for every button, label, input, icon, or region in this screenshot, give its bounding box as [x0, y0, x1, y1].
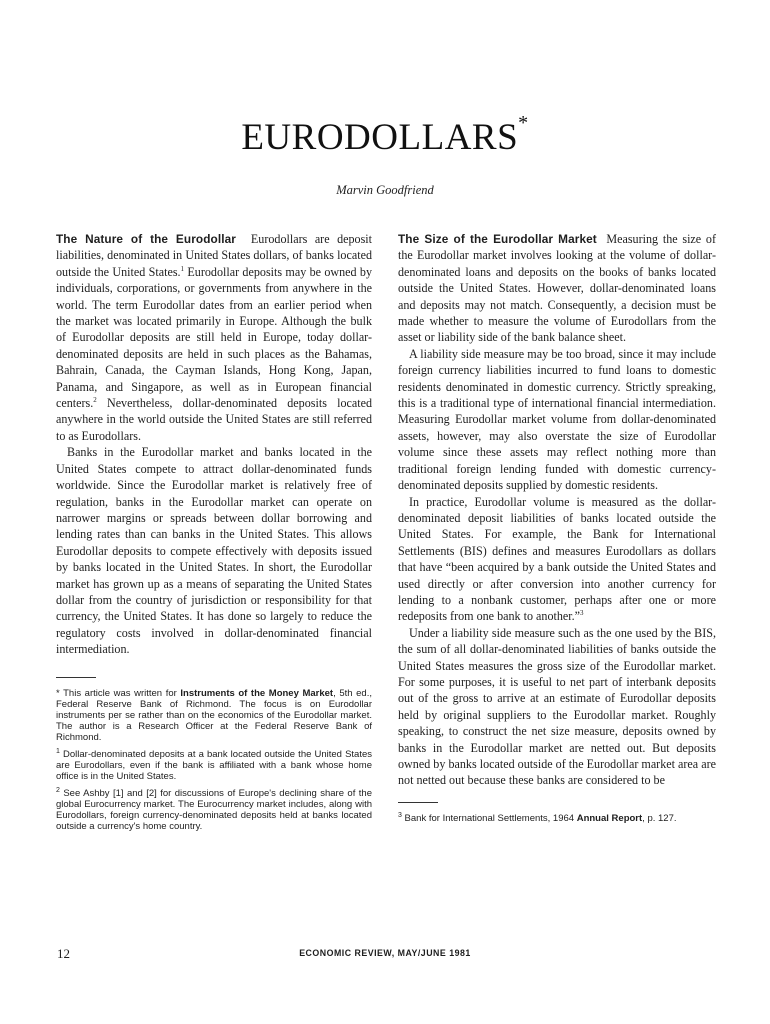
nature-text-b: Eurodollar deposits may be owned by individuals, corporations, or governments from anywhere in the world. The term Eurodollar dates from an earlier period when the market was located primarily in Europe. Although the bulk of Eurodollar deposits are still held in Europe, today dollar-denominated deposits are held in such places as the Bahamas, Bahrain, Canada, the Cayman Islands, Hong Kong, Japan, Panama, and Singapore, as well as in European financial centers. [56, 264, 372, 411]
footnote-star-text-a: * This article was written for [56, 687, 181, 699]
page-number: 12 [57, 946, 70, 961]
footnote-star-book-title: Instruments of the Money Market [180, 687, 334, 699]
right-column [398, 231, 716, 830]
nature-text-c: Nevertheless, dollar-denominated deposits located anywhere in the world outside the United States are still referred to as Eurodollars. [56, 396, 372, 443]
section-heading-size: The Size of the Eurodollar Market [398, 232, 597, 246]
size-paragraph-2: A liability side measure may be too broad, since it may include foreign currency liabilities incurred to fund loans to domestic residents denominated in domestic currency. Strictly spreaking, this is a traditional type of international financial intermediation. Measuring Eurodollar market volume from dollar-denominated assets, however, may also overstate the size of Eurodollar volume since these assets may reflect nothing more than traditional foreign lending funded with domestic currency-denominated deposits supplied by domestic residents. [398, 346, 716, 493]
footnote-ref-1: 1 [180, 264, 185, 273]
footnote-3 [398, 813, 716, 824]
footnote-1 [56, 749, 372, 782]
article-title [0, 112, 770, 159]
left-column [56, 231, 372, 838]
nature-paragraph-2: Banks in the Eurodollar market and banks located in the United States compete to attract dollar-denominated funds worldwide. Since the Eurodollar market is relatively free of regulation, banks in the Eurodollar market can operate on narrower margins or spreads between dollar borrowing and lending rates than can banks in the United States. This allows Eurodollar deposits to compete effectively with deposits issued by banks located in the United States. In short, the Eurodollar market has grown up as a means of separating the United States dollar from the country of jurisdiction or responsibility for that currency, the United States. It has done so largely to reduce the regulatory costs involved in dollar-denominated financial intermediation. [56, 445, 372, 657]
size-text-3: In practice, Eurodollar volume is measured as the dollar-denominated deposit liabilities of banks located outside the United States. For example, the Bank for International Settlements (BIS) defines and measures Eurodollars as dollars that have “been acquired by a bank outside the United States and used directly or after conversion into another currency for lending to a nonbank customer, perhaps after one or more redeposits from one bank to another.” [398, 494, 716, 624]
size-text-1: Measuring the size of the Eurodollar market involves looking at the volume of dollar-denominated loans and deposits on the books of banks located outside the United States. However, dollar-denominated loans and deposits may not match. Consequently, a decision must be made whether to measure the volume of Eurodollars from the asset or liability side of the bank balance sheet. [398, 232, 717, 345]
footnote-3-text-b: , p. 127. [642, 812, 677, 824]
journal-footer: ECONOMIC REVIEW, MAY/JUNE 1981 [299, 948, 471, 958]
footnote-3-mark: 3 [398, 811, 402, 819]
author-byline: Marvin Goodfriend [336, 183, 434, 197]
footnote-ref-2: 2 [93, 396, 97, 405]
footnote-ref-3: 3 [580, 609, 584, 618]
section-heading-nature: The Nature of the Eurodollar [56, 232, 236, 246]
footnote-divider [56, 677, 96, 678]
size-paragraph-3 [398, 494, 716, 625]
footnote-1-text: Dollar-denominated deposits at a bank located outside the United States are Eurodollars, even if the bank is affiliated with a bank whose home office is in the United States. [56, 748, 372, 782]
footnote-3-text-a: Bank for International Settlements, 1964 [401, 812, 577, 824]
footnote-2-text: See Ashby [1] and [2] for discussions of Europe's declining share of the global Eurocurrency market. The Eurocurrency market includes, along with Eurodollars, foreign currency-denominated deposits held at banks located outside a currency's home country. [56, 787, 372, 832]
footnote-1-mark: 1 [56, 747, 60, 755]
footnote-divider-right [398, 802, 438, 803]
footnote-star-text-b: , 5th ed., Federal Reserve Bank of Richmond. The focus is on Eurodollar instruments per se rather than on the economics of the Eurodollar market. The author is a Research Officer at the Federal Reserve Bank of Richmond. [56, 687, 372, 743]
size-paragraph-4: Under a liability side measure such as the one used by the BIS, the sum of all dollar-denominated liabilities of banks outside the United States measures the gross size of the Eurodollar market. For some purposes, it is useful to net part of interbank deposits out of the gross to arrive at an estimate of Eurodollar deposits held by original suppliers to the Eurodollar market. Roughly speaking, to construct the net size measure, deposits owned by banks in the Eurodollar market are netted out. But deposits owned by banks located outside of the Eurodollar market area are not netted out because these banks are considered to be [398, 625, 716, 788]
nature-text-a: Eurodollars are deposit liabilities, denominated in United States dollars, of banks located outside the United States. [56, 232, 373, 279]
title-footnote-mark: * [518, 112, 529, 134]
nature-paragraph-1 [56, 231, 372, 444]
footnote-2 [56, 788, 372, 832]
title-text: EURODOLLARS [241, 117, 519, 158]
footnote-2-mark: 2 [56, 786, 60, 794]
footnote-star [56, 688, 372, 743]
size-paragraph-1 [398, 231, 716, 346]
footnote-3-report-title: Annual Report [576, 812, 643, 824]
